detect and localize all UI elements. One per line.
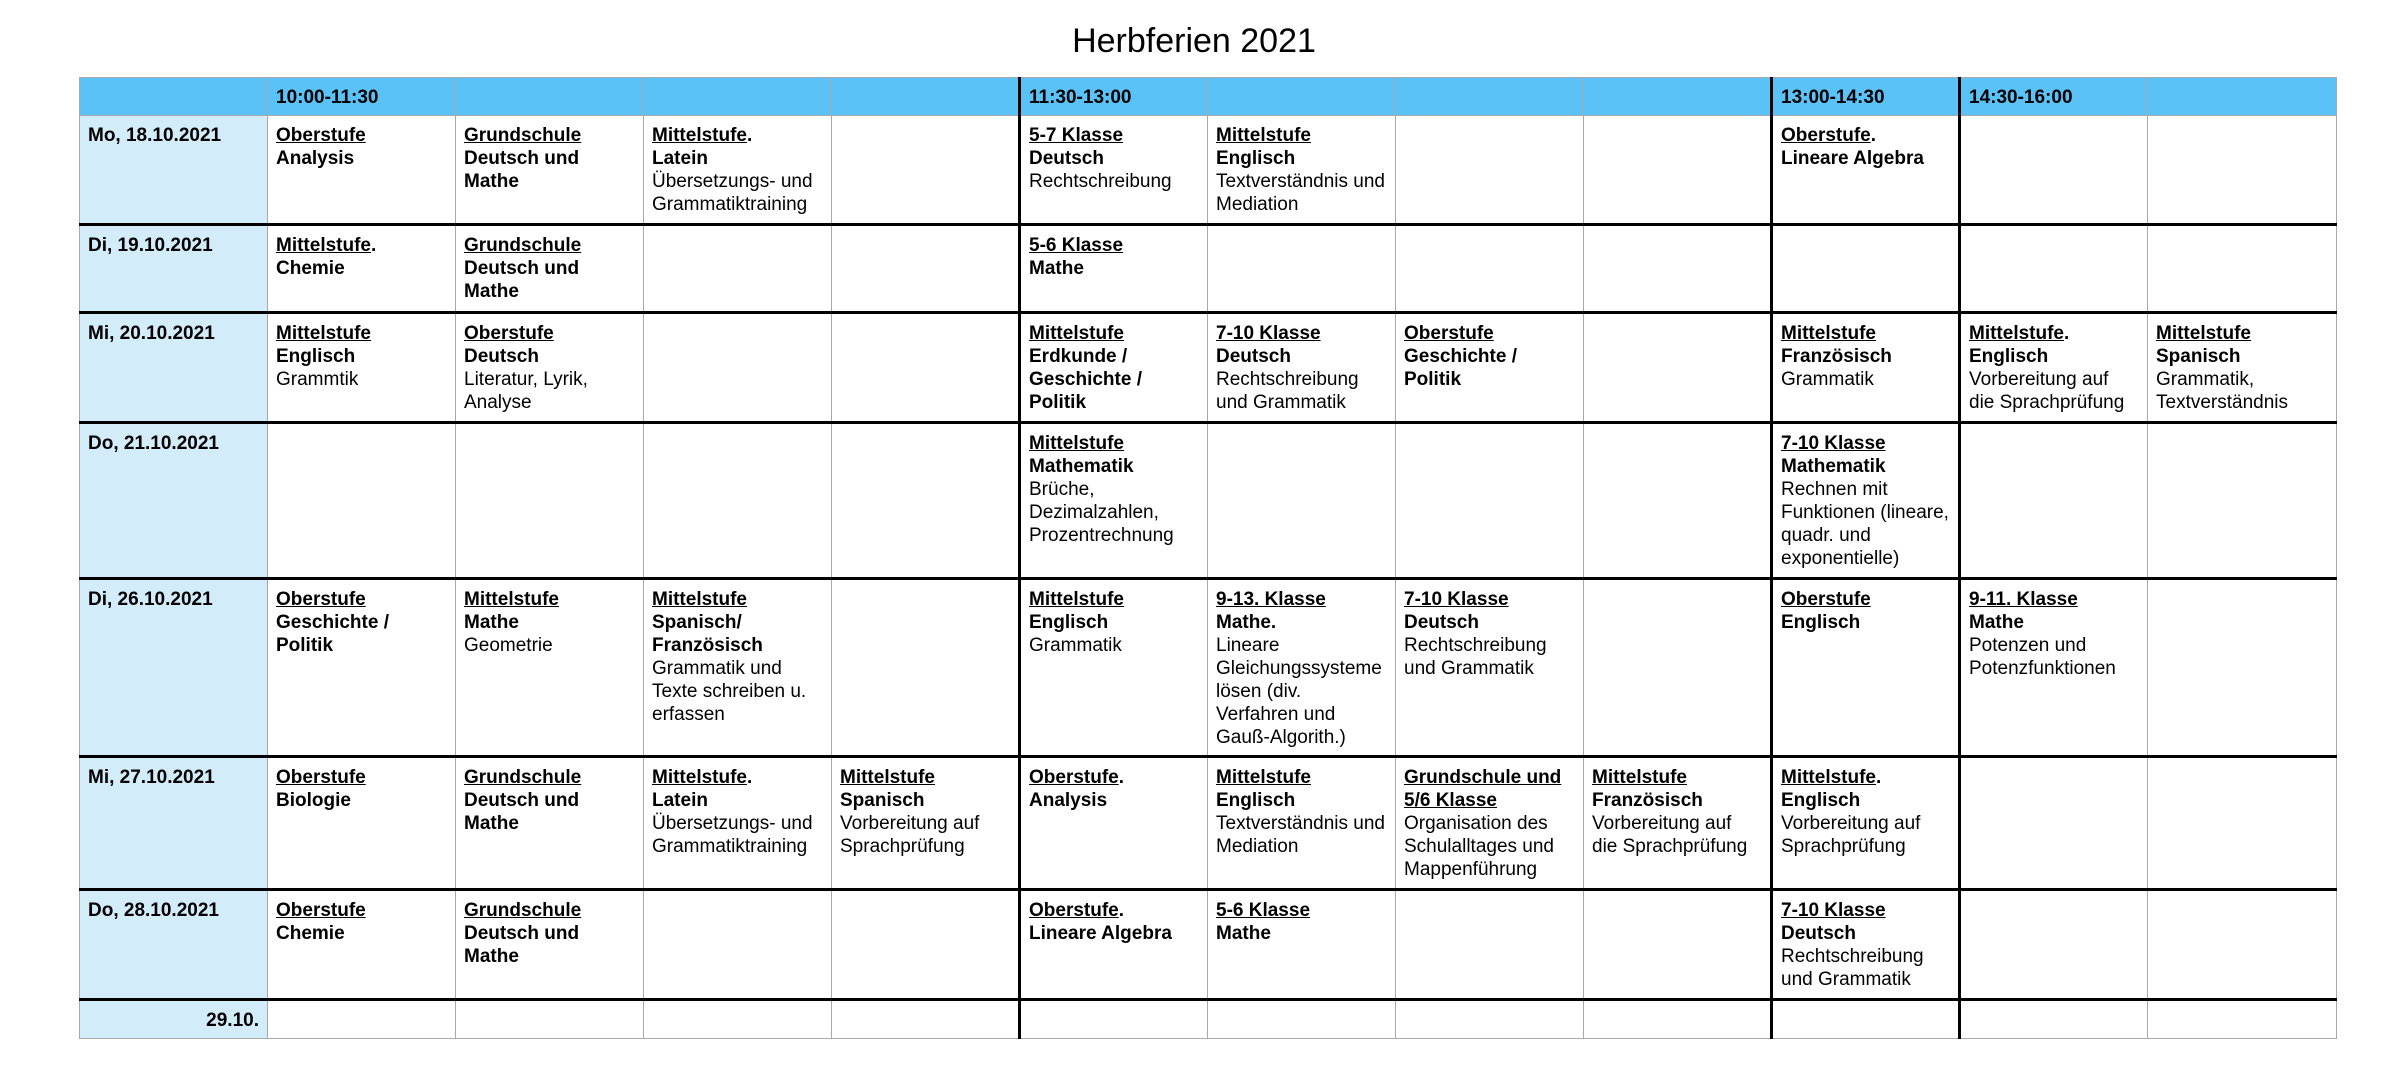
course-cell [1208, 313, 1396, 423]
course-subject: Englisch [1969, 346, 2049, 367]
level-dot: . [1118, 767, 1125, 788]
course-level: Grundschule [464, 767, 582, 788]
header-slot [832, 78, 1020, 116]
course-subject: Mathe [1969, 612, 2024, 633]
course-detail: Rechtschreibung und Grammatik [1404, 635, 1547, 679]
level-dot: . [371, 235, 377, 256]
course-cell [2148, 579, 2337, 757]
course-subject: Chemie [276, 258, 345, 279]
level-dot: . [1118, 900, 1125, 921]
course-cell [1020, 757, 1208, 890]
header-slot: 14:30-16:00 [1960, 78, 2148, 116]
course-cell [1772, 116, 1960, 225]
course-level: Mittelstufe [2156, 323, 2251, 344]
course-cell [832, 890, 1020, 1000]
header-slot [644, 78, 832, 116]
course-cell [1584, 225, 1772, 313]
course-subject: Spanisch [840, 790, 925, 811]
course-cell [1960, 313, 2148, 423]
day-row [80, 116, 2337, 225]
level-dot: . [747, 767, 753, 788]
course-subject: Deutsch [1404, 612, 1479, 633]
course-level: Mittelstufe [1029, 433, 1124, 454]
course-level: Mittelstufe [652, 767, 747, 788]
course-level: Mittelstufe [1029, 589, 1124, 610]
header-slot: 10:00-11:30 [268, 78, 456, 116]
course-subject: Deutsch [1781, 923, 1856, 944]
course-level: Oberstufe [276, 125, 366, 146]
course-cell [268, 225, 456, 313]
course-cell [832, 1000, 1020, 1039]
course-cell [832, 757, 1020, 890]
course-cell [1772, 423, 1960, 579]
course-cell [1208, 116, 1396, 225]
day-row [80, 890, 2337, 1000]
course-level: Mittelstufe [276, 235, 371, 256]
course-level: Mittelstufe [1029, 323, 1124, 344]
course-subject: Analysis [276, 148, 355, 169]
course-detail: Geometrie [464, 635, 553, 656]
day-row [80, 313, 2337, 423]
day-label: 29.10. [80, 1000, 268, 1039]
course-subject: Deutsch und Mathe [464, 148, 580, 192]
course-subject: Deutsch [1029, 148, 1104, 169]
schedule-table [79, 77, 2337, 1039]
course-cell [1208, 890, 1396, 1000]
course-cell [644, 757, 832, 890]
course-cell [644, 423, 832, 579]
course-cell [1020, 890, 1208, 1000]
course-level: Oberstufe [276, 589, 366, 610]
course-level: 9-11. Klasse [1969, 589, 2078, 610]
course-cell [1960, 890, 2148, 1000]
course-cell [644, 1000, 832, 1039]
course-level: Oberstufe [1404, 323, 1494, 344]
course-detail: Grammatik und Texte schreiben u. erfassen [652, 658, 807, 725]
course-cell [2148, 757, 2337, 890]
course-level: Oberstufe [276, 767, 366, 788]
course-subject: Deutsch und Mathe [464, 790, 580, 834]
day-label: Do, 28.10.2021 [80, 890, 268, 1000]
course-cell [644, 225, 832, 313]
course-level: Grundschule [464, 125, 582, 146]
course-cell [832, 116, 1020, 225]
course-level: Oberstufe [1781, 589, 1871, 610]
course-cell [1772, 225, 1960, 313]
course-cell [644, 890, 832, 1000]
level-dot: . [747, 125, 753, 146]
course-detail: Organisation des Schulalltages und Mappenführung [1404, 813, 1554, 880]
page-title: Herbferien 2021 [1072, 22, 1316, 60]
course-level: Mittelstufe [652, 589, 747, 610]
course-cell [832, 579, 1020, 757]
course-cell [456, 225, 644, 313]
course-cell [1584, 1000, 1772, 1039]
course-cell [268, 1000, 456, 1039]
course-subject: Englisch [1029, 612, 1109, 633]
header-row [80, 78, 2337, 116]
course-detail: Grammtik [276, 369, 359, 390]
course-detail: Potenzen und Potenzfunktionen [1969, 635, 2116, 679]
day-row [80, 757, 2337, 890]
course-subject: Lineare Algebra [1029, 923, 1172, 944]
course-level: 5-6 Klasse [1216, 900, 1311, 921]
course-cell [456, 890, 644, 1000]
course-cell [1396, 757, 1584, 890]
course-level: 7-10 Klasse [1781, 900, 1886, 921]
course-cell [268, 116, 456, 225]
course-level: Mittelstufe [464, 589, 559, 610]
course-cell [1584, 757, 1772, 890]
course-cell [1772, 1000, 1960, 1039]
day-row [80, 579, 2337, 757]
course-level: 5-6 Klasse [1029, 235, 1124, 256]
course-detail: Vorbereitung auf die Sprachprüfung [1969, 369, 2125, 413]
course-cell [2148, 225, 2337, 313]
course-subject: Biologie [276, 790, 351, 811]
course-level: Grundschule und 5/6 Klasse [1404, 767, 1562, 811]
course-subject: Deutsch und Mathe [464, 258, 580, 302]
course-level: Oberstufe [1029, 900, 1119, 921]
course-cell [1208, 757, 1396, 890]
course-detail: Rechtschreibung [1029, 171, 1172, 192]
level-dot: . [1870, 125, 1877, 146]
course-level: Mittelstufe [1216, 767, 1311, 788]
course-subject: Analysis [1029, 790, 1108, 811]
course-level: Grundschule [464, 900, 582, 921]
course-cell [1960, 1000, 2148, 1039]
course-cell [644, 313, 832, 423]
course-detail: Rechtschreibung und Grammatik [1216, 369, 1359, 413]
course-cell [1960, 225, 2148, 313]
day-label: Mi, 27.10.2021 [80, 757, 268, 890]
course-subject: Französisch [1781, 346, 1892, 367]
course-cell [1960, 757, 2148, 890]
course-cell [1208, 579, 1396, 757]
course-level: Oberstufe [1781, 125, 1871, 146]
course-detail: Rechnen mit Funktionen (lineare, quadr. und exponentielle) [1781, 479, 1949, 569]
course-cell [1584, 313, 1772, 423]
course-cell [268, 313, 456, 423]
course-cell [268, 423, 456, 579]
course-subject: Spanisch [2156, 346, 2241, 367]
course-subject: Englisch [1216, 148, 1296, 169]
header-slot: 13:00-14:30 [1772, 78, 1960, 116]
course-detail: Lineare Gleichungssysteme lösen (div. Verfahren und Gauß-Algorith.) [1216, 635, 1382, 748]
course-subject: Englisch [1781, 790, 1861, 811]
course-cell [2148, 890, 2337, 1000]
course-cell [1396, 313, 1584, 423]
course-detail: Übersetzungs- und Grammatiktraining [652, 171, 813, 215]
day-label: Mi, 20.10.2021 [80, 313, 268, 423]
course-cell [1584, 116, 1772, 225]
header-slot [456, 78, 644, 116]
course-subject: Spanisch/ Französisch [652, 612, 763, 656]
course-cell [832, 423, 1020, 579]
course-level: Mittelstufe [1592, 767, 1687, 788]
course-cell [2148, 313, 2337, 423]
course-cell [456, 116, 644, 225]
course-level: 5-7 Klasse [1029, 125, 1124, 146]
course-cell [1772, 579, 1960, 757]
course-detail: Vorbereitung auf Sprachprüfung [840, 813, 980, 857]
course-cell [832, 313, 1020, 423]
course-detail: Brüche, Dezimalzahlen, Prozentrechnung [1029, 479, 1174, 546]
course-detail: Rechtschreibung und Grammatik [1781, 946, 1924, 990]
course-cell [1020, 225, 1208, 313]
course-detail: Grammatik, Textverständnis [2156, 369, 2289, 413]
course-cell [1020, 423, 1208, 579]
course-subject: Lineare Algebra [1781, 148, 1924, 169]
course-subject: Deutsch [1216, 346, 1291, 367]
course-level: Mittelstufe [652, 125, 747, 146]
course-cell [644, 116, 832, 225]
course-level: Mittelstufe [1969, 323, 2064, 344]
course-subject: Deutsch [464, 346, 539, 367]
level-dot: . [2064, 323, 2070, 344]
course-cell [1020, 313, 1208, 423]
header-slot [2148, 78, 2337, 116]
course-subject: Deutsch und Mathe [464, 923, 580, 967]
course-cell [1960, 423, 2148, 579]
course-subject: Mathe [464, 612, 519, 633]
course-subject: Erdkunde / Geschichte / Politik [1029, 346, 1142, 413]
course-level: 7-10 Klasse [1781, 433, 1886, 454]
course-cell [1960, 116, 2148, 225]
day-row [80, 423, 2337, 579]
course-cell [456, 423, 644, 579]
course-cell [1396, 890, 1584, 1000]
course-subject: Mathematik [1029, 456, 1134, 477]
course-cell [2148, 423, 2337, 579]
course-level: 9-13. Klasse [1216, 589, 1326, 610]
course-cell [1396, 579, 1584, 757]
day-label: Di, 19.10.2021 [80, 225, 268, 313]
header-day-column [80, 78, 268, 116]
course-cell [456, 579, 644, 757]
course-detail: Textverständnis und Mediation [1216, 171, 1385, 215]
day-row [80, 1000, 2337, 1039]
course-cell [2148, 116, 2337, 225]
course-cell [644, 579, 832, 757]
course-cell [1208, 423, 1396, 579]
course-level: Grundschule [464, 235, 582, 256]
course-detail: Grammatik [1029, 635, 1122, 656]
day-label: Mo, 18.10.2021 [80, 116, 268, 225]
course-subject: Latein [652, 790, 708, 811]
course-cell [1020, 1000, 1208, 1039]
course-cell [456, 757, 644, 890]
day-label: Di, 26.10.2021 [80, 579, 268, 757]
course-cell [1772, 757, 1960, 890]
header-slot [1396, 78, 1584, 116]
header-slot [1584, 78, 1772, 116]
course-subject: Mathe [1029, 258, 1084, 279]
course-cell [1584, 579, 1772, 757]
course-cell [1396, 225, 1584, 313]
course-level: Mittelstufe [276, 323, 371, 344]
course-cell [1208, 225, 1396, 313]
course-cell [456, 1000, 644, 1039]
course-level: Mittelstufe [840, 767, 935, 788]
course-cell [1772, 890, 1960, 1000]
course-subject: Latein [652, 148, 708, 169]
course-subject: Englisch [276, 346, 356, 367]
header-slot: 11:30-13:00 [1020, 78, 1208, 116]
course-cell [1960, 579, 2148, 757]
day-label: Do, 21.10.2021 [80, 423, 268, 579]
course-cell [1020, 116, 1208, 225]
course-subject: Französisch [1592, 790, 1703, 811]
course-subject: Englisch [1216, 790, 1296, 811]
course-cell [1584, 890, 1772, 1000]
course-level: Mittelstufe [1781, 323, 1876, 344]
course-detail: Übersetzungs- und Grammatiktraining [652, 813, 813, 857]
course-subject: Englisch [1781, 612, 1861, 633]
course-cell [1396, 423, 1584, 579]
course-level: Mittelstufe [1781, 767, 1876, 788]
course-cell [1772, 313, 1960, 423]
course-detail: Grammatik [1781, 369, 1874, 390]
course-detail: Textverständnis und Mediation [1216, 813, 1385, 857]
course-cell [1584, 423, 1772, 579]
course-subject: Mathematik [1781, 456, 1886, 477]
day-row [80, 225, 2337, 313]
course-cell [268, 579, 456, 757]
course-subject: Mathe. [1216, 612, 1277, 633]
course-subject: Chemie [276, 923, 345, 944]
course-cell [1396, 1000, 1584, 1039]
course-level: 7-10 Klasse [1216, 323, 1321, 344]
course-level: 7-10 Klasse [1404, 589, 1509, 610]
header-slot [1208, 78, 1396, 116]
course-cell [268, 890, 456, 1000]
course-cell [268, 757, 456, 890]
course-cell [1020, 579, 1208, 757]
course-detail: Vorbereitung auf die Sprachprüfung [1592, 813, 1748, 857]
course-cell [1208, 1000, 1396, 1039]
course-level: Oberstufe [464, 323, 554, 344]
course-level: Oberstufe [1029, 767, 1119, 788]
course-detail: Vorbereitung auf Sprachprüfung [1781, 813, 1921, 857]
course-level: Mittelstufe [1216, 125, 1311, 146]
course-subject: Mathe [1216, 923, 1271, 944]
course-cell [456, 313, 644, 423]
course-subject: Geschichte / Politik [276, 612, 389, 656]
level-dot: . [1876, 767, 1882, 788]
course-level: Oberstufe [276, 900, 366, 921]
course-cell [832, 225, 1020, 313]
course-detail: Literatur, Lyrik, Analyse [464, 369, 588, 413]
course-cell [1396, 116, 1584, 225]
course-subject: Geschichte / Politik [1404, 346, 1517, 390]
course-cell [2148, 1000, 2337, 1039]
